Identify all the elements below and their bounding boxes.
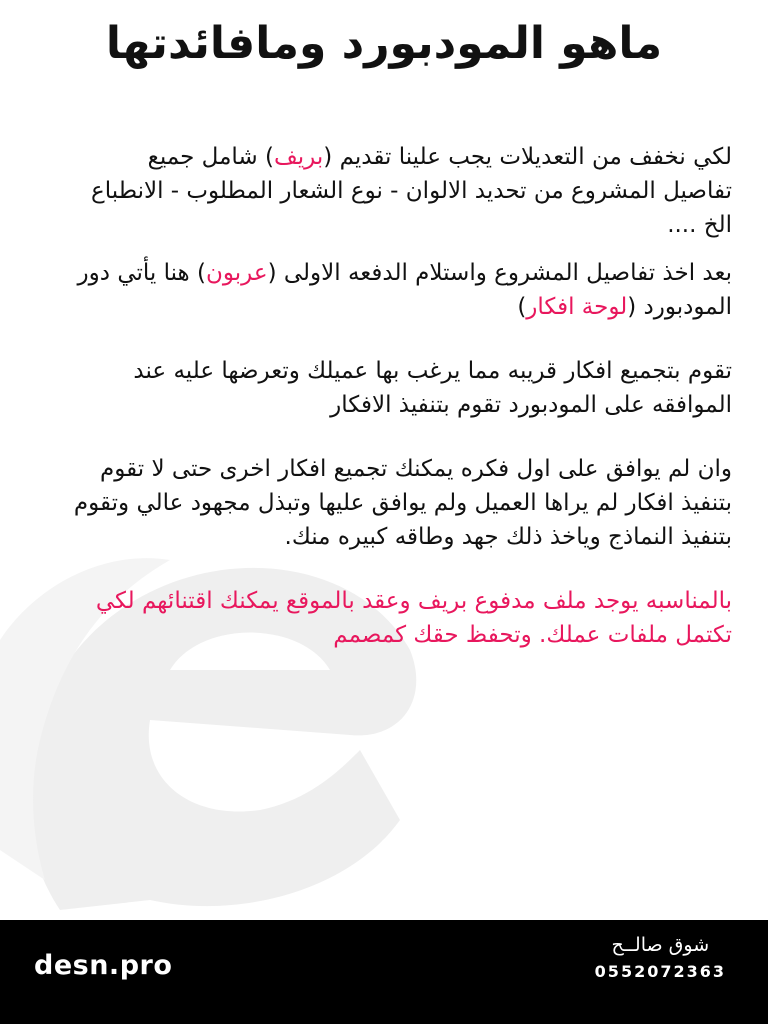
highlight-deposit: عربون xyxy=(205,260,268,286)
paragraph-brief xyxy=(72,140,732,242)
paragraph-moodboard-text-b: ) هنا يأتي دور المودبورد ( xyxy=(77,260,732,320)
paragraph-collect-ideas: تقوم بتجميع افكار قريبه مما يرغب بها عميلك وتعرضها عليه عند الموافقه على المودبورد تقوم بتنفيذ الافكار xyxy=(133,358,732,418)
paragraph-alternatives: وان لم يوافق على اول فكره يمكنك تجميع افكار اخرى حتى لا تقوم بتنفيذ افكار لم يراها العميل ولم يوافق عليها وتبذل مجهود عالي وتقوم بتنفيذ النماذج وياخذ ذلك جهد وطاقه كبيره منك. xyxy=(73,456,732,550)
paragraph-paid-file-note: بالمناسبه يوجد ملف مدفوع بريف وعقد بالموقع يمكنك اقتنائهم لكي تكتمل ملفات عملك. وتحفظ حقك كمصمم xyxy=(95,588,732,648)
article-body xyxy=(72,140,732,682)
paragraph-moodboard-text-a: بعد اخذ تفاصيل المشروع واستلام الدفعه الاولى ( xyxy=(267,260,732,286)
footer-bar xyxy=(0,920,768,1024)
highlight-ideas-board: لوحة افكار xyxy=(526,294,628,320)
author-name: شوق صالــح xyxy=(611,934,710,956)
paragraph-brief-text-a: لكي نخفف من التعديلات يجب علينا تقديم ( xyxy=(323,144,732,170)
site-brand: desn.pro xyxy=(34,950,173,981)
paragraph-moodboard xyxy=(72,256,732,324)
paragraph-moodboard-text-c: ) xyxy=(517,294,527,320)
phone-number: 0552072363 xyxy=(594,962,726,981)
paragraph-brief-text-b: ) شامل جميع تفاصيل المشروع من تحديد الالوان - نوع الشعار المطلوب - الانطباع الخ .... xyxy=(91,144,732,238)
contact-info xyxy=(595,934,726,981)
page-title: ماهو المودبورد ومافائدتها xyxy=(105,18,663,69)
highlight-brief: بريف xyxy=(273,144,324,170)
